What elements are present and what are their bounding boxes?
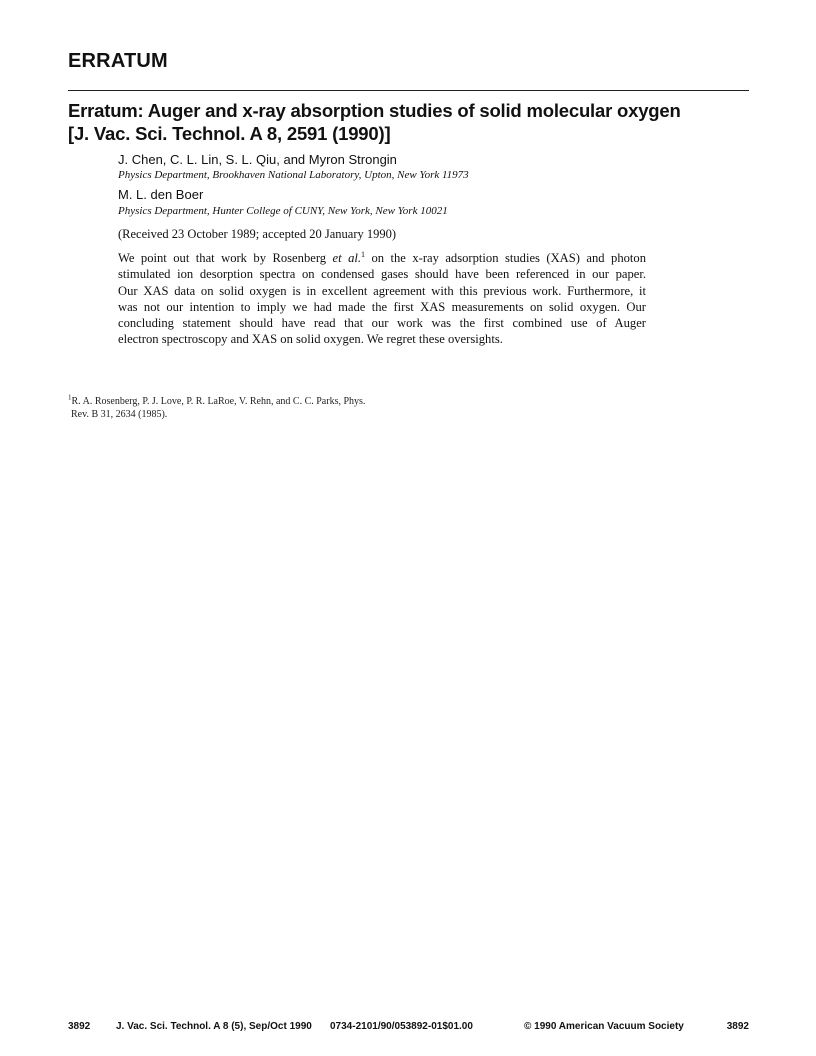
- abstract-line-3: Our XAS data on solid oxygen is in excellent agreement with this previous work. Furthermore, it: [118, 283, 646, 298]
- authors-group-2: M. L. den Boer: [118, 187, 204, 202]
- footnote-line-2: Rev. B 31, 2634 (1985).: [71, 409, 168, 420]
- header-rule: [68, 90, 749, 91]
- section-heading: ERRATUM: [68, 50, 168, 72]
- page-number-left: 3892: [68, 1021, 91, 1032]
- title-line-2: [J. Vac. Sci. Technol. A 8, 2591 (1990)]: [68, 123, 391, 144]
- abstract: [118, 250, 646, 348]
- title-line-1: Erratum: Auger and x-ray absorption studies of solid molecular oxygen: [68, 100, 681, 121]
- journal-citation: J. Vac. Sci. Technol. A 8 (5), Sep/Oct 1990: [116, 1021, 312, 1032]
- authors-group-1: J. Chen, C. L. Lin, S. L. Qiu, and Myron Strongin: [118, 152, 397, 167]
- et-al: et al.: [332, 251, 362, 265]
- affiliation-1: Physics Department, Brookhaven National Laboratory, Upton, New York 11973: [118, 169, 469, 181]
- abstract-line-4: was not our intention to imply we had made the first XAS measurements on solid oxygen. Our: [118, 299, 646, 314]
- abstract-line-1: We point out that work by Rosenberg et al.$^1$ on the x-ray adsorption studies (XAS) and photon: [118, 249, 647, 265]
- reference-marker: 1: [361, 249, 366, 259]
- footnote-marker: 1: [68, 393, 72, 402]
- abstract-line-6: electron spectroscopy and XAS on solid oxygen. We regret these oversights.: [118, 332, 503, 347]
- affiliation-2: Physics Department, Hunter College of CUNY, New York, New York 10021: [118, 205, 448, 217]
- abstract-line-2: stimulated ion desorption spectra on condensed gases should have been referenced in our paper.: [118, 267, 646, 282]
- footnote: [68, 395, 428, 421]
- article-code: 0734-2101/90/053892-01$01.00: [330, 1021, 473, 1032]
- page-number-right: 3892: [726, 1021, 749, 1032]
- copyright: © 1990 American Vacuum Society: [524, 1021, 684, 1032]
- abstract-line-5: concluding statement should have read that our work was the first combined use of Auger: [118, 316, 646, 331]
- footnote-line-1: $^1$R. A. Rosenberg, P. J. Love, P. R. LaRoe, V. Rehn, and C. C. Parks, Phys.: [68, 393, 366, 407]
- article-title: [68, 99, 758, 145]
- received-dates: (Received 23 October 1989; accepted 20 January 1990): [118, 227, 397, 241]
